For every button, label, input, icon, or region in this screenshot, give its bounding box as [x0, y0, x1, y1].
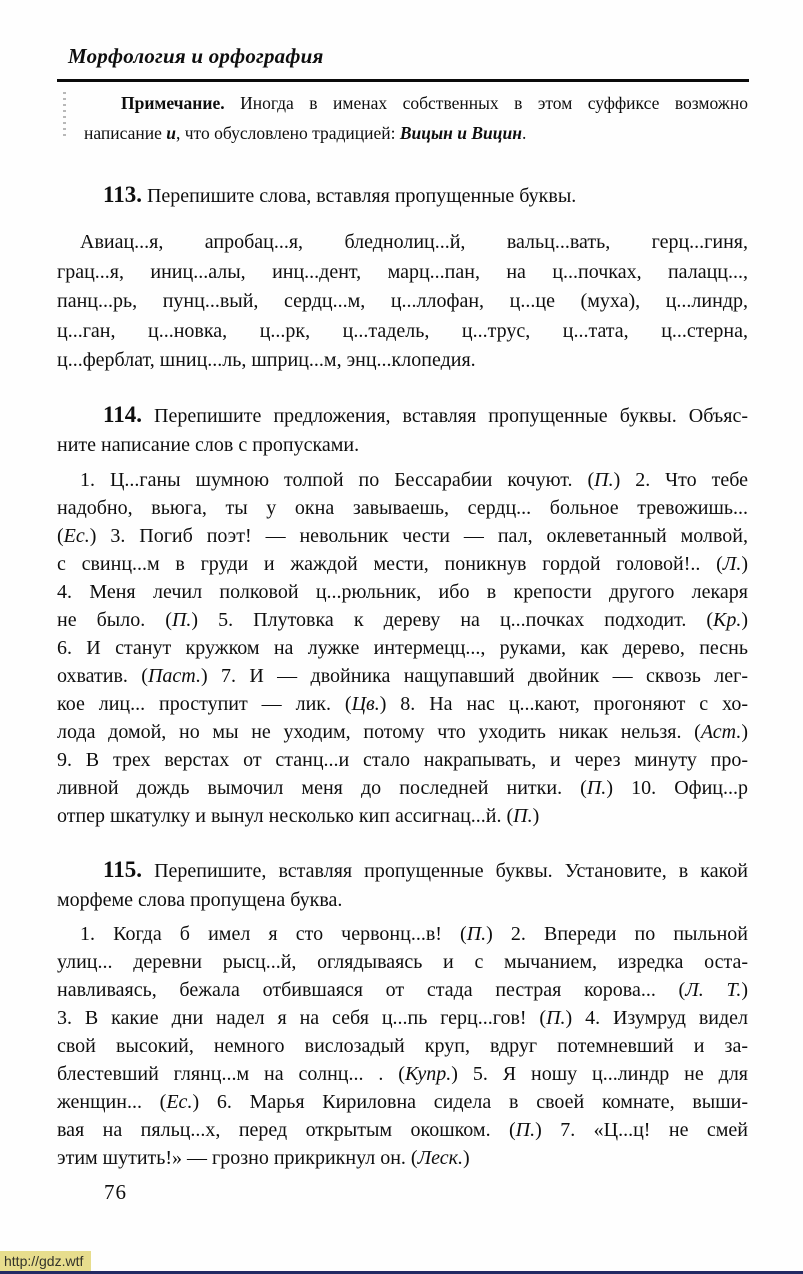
ex113-words-line: ц...ган, ц...новка, ц...рк, ц...тадель, ц...трус, ц...тата, ц...стерна, — [57, 319, 748, 342]
ex114-sentences-line: 4. Меня лечил полковой ц...рюльник, ибо в крепости другого лекаря — [57, 580, 748, 603]
running-head-title: Морфология и орфография — [68, 44, 324, 68]
ex113-words — [57, 228, 748, 376]
ex114-sentences-line: (Ес.) 3. Погиб поэт! — невольник чести — пал, оклеветанный молвой, — [57, 524, 748, 547]
ex113-task-line: 113. Перепишите слова, вставляя пропущенные буквы. — [103, 182, 577, 207]
page-number: 76 — [104, 1180, 127, 1204]
note — [57, 88, 748, 148]
ex114-task — [57, 400, 748, 460]
ex114-sentences-line: отпер шкатулку и вынул несколько кип ассигнац...й. (П.) — [57, 804, 540, 827]
note-line: написание и, что обусловлено традицией: Вицын и Вицин. — [84, 123, 527, 143]
watermark-url-text: http://gdz.wtf — [4, 1253, 84, 1269]
ex115-sentences — [57, 920, 748, 1172]
ex113-words-line: грац...я, иниц...алы, инц...дент, марц...пан, на ц...почках, палацц..., — [57, 260, 748, 283]
ex115-task-line: 115. Перепишите, вставляя пропущенные буквы. Установите, в какой — [103, 856, 748, 882]
ex115-sentences-line: навливаясь, бежала отбившаяся от стада пестрая корова... (Л. Т.) — [57, 978, 748, 1001]
ex113-words-line: панц...рь, пунц...вый, сердц...м, ц...ллофан, ц...це (муха), ц...линдр, — [57, 290, 748, 312]
watermark-label — [0, 1251, 91, 1273]
ex115-sentences-line: вая на пяльц...х, перед открытым окошком. (П.) 7. «Ц...ц! не смей — [57, 1118, 748, 1141]
ex115-sentences-line: женщин... (Ес.) 6. Марья Кириловна сидела в своей комнате, выши- — [57, 1090, 748, 1113]
ex114-sentences-line: 9. В трех верстах от станц...и стало накрапывать, и через минуту про- — [57, 748, 748, 771]
ex114-sentences-line: кое лиц... проступит — лик. (Цв.) 8. На нас ц...кают, прогоняют с хо- — [57, 692, 748, 715]
ex114-sentences — [57, 466, 748, 830]
ex115-task — [57, 855, 748, 915]
ex114-sentences-line: не было. (П.) 5. Плутовка к дереву на ц...почках подходит. (Кр.) — [57, 608, 748, 631]
ex114-sentences-line: 6. И станут кружком на лужке интермецц..., руками, как дерево, песнь — [57, 636, 748, 659]
ex114-sentences-line: надобно, вьюга, ты у окна завываешь, сердц... больное тревожишь... — [57, 496, 748, 519]
ex115-sentences-line: 3. В какие дни надел я на себя ц...пь герц...гов! (П.) 4. Изумруд видел — [57, 1006, 748, 1029]
ex115-sentences-line: блестевший глянц...м на солнц... . (Купр.) 5. Я ношу ц...линдр не для — [57, 1062, 748, 1085]
ex114-sentences-line: ливной дождь вымочил меня до последней нитки. (П.) 10. Офиц...р — [57, 776, 749, 799]
header-rule — [57, 79, 749, 82]
ex114-sentences-line: 1. Ц...ганы шумною толпой по Бессарабии кочуют. (П.) 2. Что тебе — [80, 468, 748, 491]
ex115-sentences-line: улиц... деревни рысц...й, оглядываясь и с мычанием, изредка оста- — [57, 950, 748, 973]
ex113-words-line: ц...ферблат, шниц...ль, шприц...м, энц...клопедия. — [57, 349, 476, 371]
ex115-sentences-line: свой высокий, немного вислозадый круп, вдруг потемневший и за- — [57, 1034, 748, 1057]
note-line: Примечание. Иногда в именах собственных в этом суффиксе возможно — [121, 93, 748, 113]
ex114-sentences-line: лода домой, но мы не уходим, потому что уходить никак нельзя. (Аст.) — [57, 720, 748, 743]
ex115-sentences-line: 1. Когда б имел я сто червонц...в! (П.) 2. Впереди по пыльной — [80, 922, 748, 945]
page-content — [57, 86, 748, 1172]
ex114-task-line: ните написание слов с пропусками. — [57, 433, 360, 456]
ex115-sentences-line: этим шутить!» — грозно прикрикнул он. (Леск.) — [57, 1146, 470, 1169]
ex113-task — [57, 180, 748, 211]
ex115-task-line: морфеме слова пропущена буква. — [57, 888, 343, 911]
ex114-task-line: 114. Перепишите предложения, вставляя пропущенные буквы. Объяс- — [103, 401, 748, 427]
ex113-words-line: Авиац...я, апробац...я, бледнолиц...й, вальц...вать, герц...гиня, — [80, 231, 748, 253]
ex114-sentences-line: с свинц...м в груди и жаждой мести, поникнув гордой головой!.. (Л.) — [57, 552, 748, 575]
ex114-sentences-line: охватив. (Паст.) 7. И — двойника нащупавший двойник — сквозь лег- — [57, 664, 748, 687]
